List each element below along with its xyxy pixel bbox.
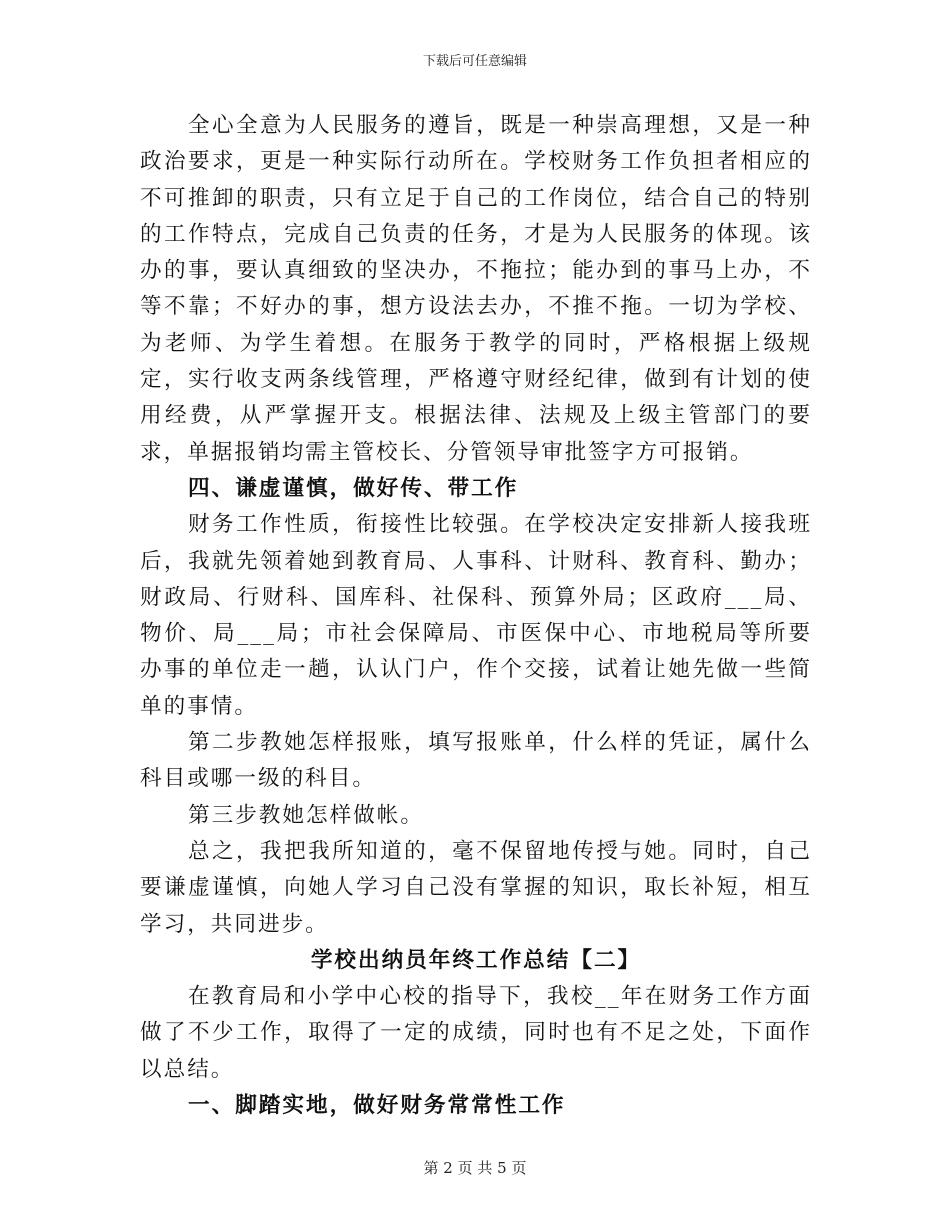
section-heading-4: 四、谦虚谨慎，做好传、带工作 <box>188 475 519 501</box>
document-body <box>140 108 812 1124</box>
paragraph-step-2: 第二步教她怎样报账，填写报账单，什么样的凭证，属什么科目或哪一级的科目。 <box>140 730 812 792</box>
paragraph-handover: 财务工作性质，衔接性比较强。在学校决定安排新人接我班后，我就先领着她到教育局、人事科、计财科、教育科、勤办；财政局、行财科、国库科、社保科、预算外局；区政府___局、物价、局___局；市社会保障局、市医保中心、市地税局等所要办事的单位走一趟，认认门户，作个交接，试着让她先做一些简单的事情。 <box>140 512 812 719</box>
paragraph-intro: 在教育局和小学中心校的指导下，我校__年在财务工作方面做了不少工作，取得了一定的成绩，同时也有不足之处，下面作以总结。 <box>140 984 812 1082</box>
page-header-note: 下载后可任意编辑 <box>422 54 527 69</box>
document-title-part-2: 学校出纳员年终工作总结【二】 <box>310 947 642 973</box>
paragraph-service-purpose: 全心全意为人民服务的遵旨，既是一种崇高理想，又是一种政治要求，更是一种实际行动所在。学校财务工作负担者相应的不可推卸的职责，只有立足于自己的工作岗位，结合自己的特别的工作特点，完成自己负责的任务，才是为人民服务的体现。该办的事，要认真细致的坚决办，不拖拉；能办到的事马上办，不等不靠；不好办的事，想方设法去办，不推不拖。一切为学校、为老师、为学生着想。在服务于教学的同时，严格根据上级规定，实行收支两条线管理，严格遵守财经纪律，做到有计划的使用经费，从严掌握开支。根据法律、法规及上级主管部门的要求，单据报销均需主管校长、分管领导审批签字方可报销。 <box>140 113 812 465</box>
paragraph-step-3: 第三步教她怎样做帐。 <box>188 802 424 828</box>
section-heading-1: 一、脚踏实地，做好财务常常性工作 <box>188 1093 566 1119</box>
paragraph-summary: 总之，我把我所知道的，毫不保留地传授与她。同时，自己要谦虚谨慎，向她人学习自己没有掌握的知识，取长补短，相互学习，共同进步。 <box>140 838 812 937</box>
page-footer: 第 2 页 共 5 页 <box>423 1159 527 1177</box>
